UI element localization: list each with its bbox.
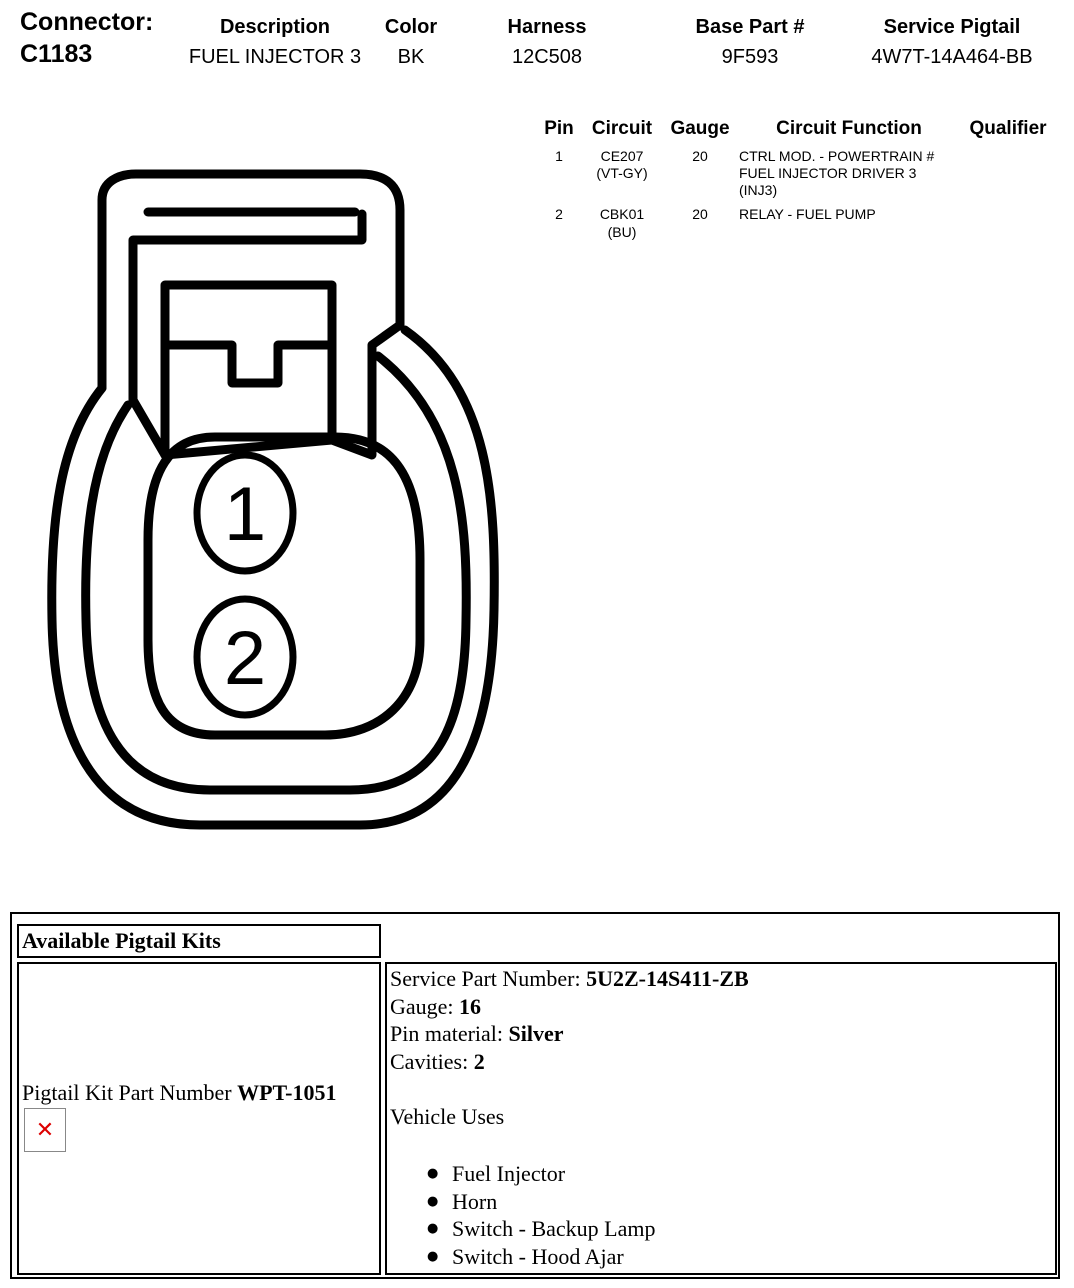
circuit-function-line: FUEL INJECTOR DRIVER 3 bbox=[739, 165, 917, 181]
wire-gauge: 20 bbox=[692, 148, 708, 164]
pin-material bbox=[390, 1021, 564, 1047]
kit-gauge-label: Gauge: bbox=[390, 994, 460, 1019]
pigtail-kit-cell bbox=[17, 962, 381, 1275]
circuit-function-line: CTRL MOD. - POWERTRAIN # bbox=[739, 148, 935, 164]
cavities bbox=[390, 1049, 485, 1075]
kit-gauge bbox=[390, 994, 481, 1020]
pin-1-label: 1 bbox=[223, 472, 267, 557]
service-part-number bbox=[390, 966, 749, 992]
circuit-column-header: Circuit bbox=[591, 118, 653, 139]
qualifier-column-header: Qualifier bbox=[969, 118, 1047, 139]
pin-number: 2 bbox=[555, 206, 563, 222]
color-header: Color bbox=[384, 16, 438, 38]
color-value: BK bbox=[397, 46, 425, 68]
connector-id: C1183 bbox=[20, 40, 93, 68]
circuit-code: CE207 bbox=[600, 148, 644, 164]
kit-gauge-value: 16 bbox=[459, 994, 482, 1019]
circuit-code: CBK01 bbox=[599, 206, 645, 222]
description-value: FUEL INJECTOR 3 bbox=[188, 46, 362, 68]
description-header: Description bbox=[219, 16, 331, 38]
pin-2-label: 2 bbox=[223, 616, 267, 701]
circuit-function-column-header: Circuit Function bbox=[776, 118, 922, 139]
circuit-function-line: (INJ3) bbox=[739, 182, 778, 198]
pin-column-header: Pin bbox=[544, 118, 574, 139]
service-part-number-label: Service Part Number: bbox=[390, 966, 587, 991]
harness-header: Harness bbox=[507, 16, 587, 38]
wire-gauge: 20 bbox=[692, 206, 708, 222]
circuit-color: (BU) bbox=[607, 224, 637, 240]
pigtail-kit-part-number-label: Pigtail Kit Part Number bbox=[22, 1080, 238, 1105]
list-item: ● Fuel Injector bbox=[427, 1160, 655, 1188]
connector-latch-window bbox=[165, 285, 332, 455]
connector-latch-tab bbox=[165, 345, 332, 383]
vehicle-uses-list bbox=[427, 1160, 655, 1270]
list-item: ● Switch - Backup Lamp bbox=[427, 1215, 655, 1243]
pigtail-kits-title: Available Pigtail Kits bbox=[17, 924, 381, 958]
connector-label: Connector: bbox=[20, 8, 154, 36]
circuit-function-line: RELAY - FUEL PUMP bbox=[739, 206, 876, 222]
cavities-value: 2 bbox=[473, 1049, 485, 1074]
cavities-label: Cavities: bbox=[390, 1049, 474, 1074]
pigtail-kit-part-number-value: WPT-1051 bbox=[237, 1080, 337, 1105]
base-part-value: 9F593 bbox=[721, 46, 779, 68]
harness-value: 12C508 bbox=[511, 46, 583, 68]
pigtail-kit-part-number bbox=[22, 1080, 337, 1106]
connector-face-diagram bbox=[0, 0, 560, 860]
vehicle-uses-heading: Vehicle Uses bbox=[390, 1104, 505, 1129]
service-pigtail-value: 4W7T-14A464-BB bbox=[871, 46, 1033, 68]
list-item: ● Switch - Hood Ajar bbox=[427, 1243, 655, 1271]
pin-material-label: Pin material: bbox=[390, 1021, 509, 1046]
pigtail-kit-details bbox=[385, 962, 1057, 1275]
service-part-number-value: 5U2Z-14S411-ZB bbox=[586, 966, 749, 991]
list-item: ● Horn bbox=[427, 1188, 655, 1216]
pigtail-kits-table bbox=[10, 912, 1060, 1279]
broken-image-icon: ✕ bbox=[24, 1108, 66, 1152]
base-part-header: Base Part # bbox=[695, 16, 805, 38]
service-pigtail-header: Service Pigtail bbox=[883, 16, 1021, 38]
gauge-column-header: Gauge bbox=[670, 118, 730, 139]
pin-material-value: Silver bbox=[508, 1021, 564, 1046]
circuit-color: (VT-GY) bbox=[596, 165, 648, 181]
pin-number: 1 bbox=[555, 148, 563, 164]
